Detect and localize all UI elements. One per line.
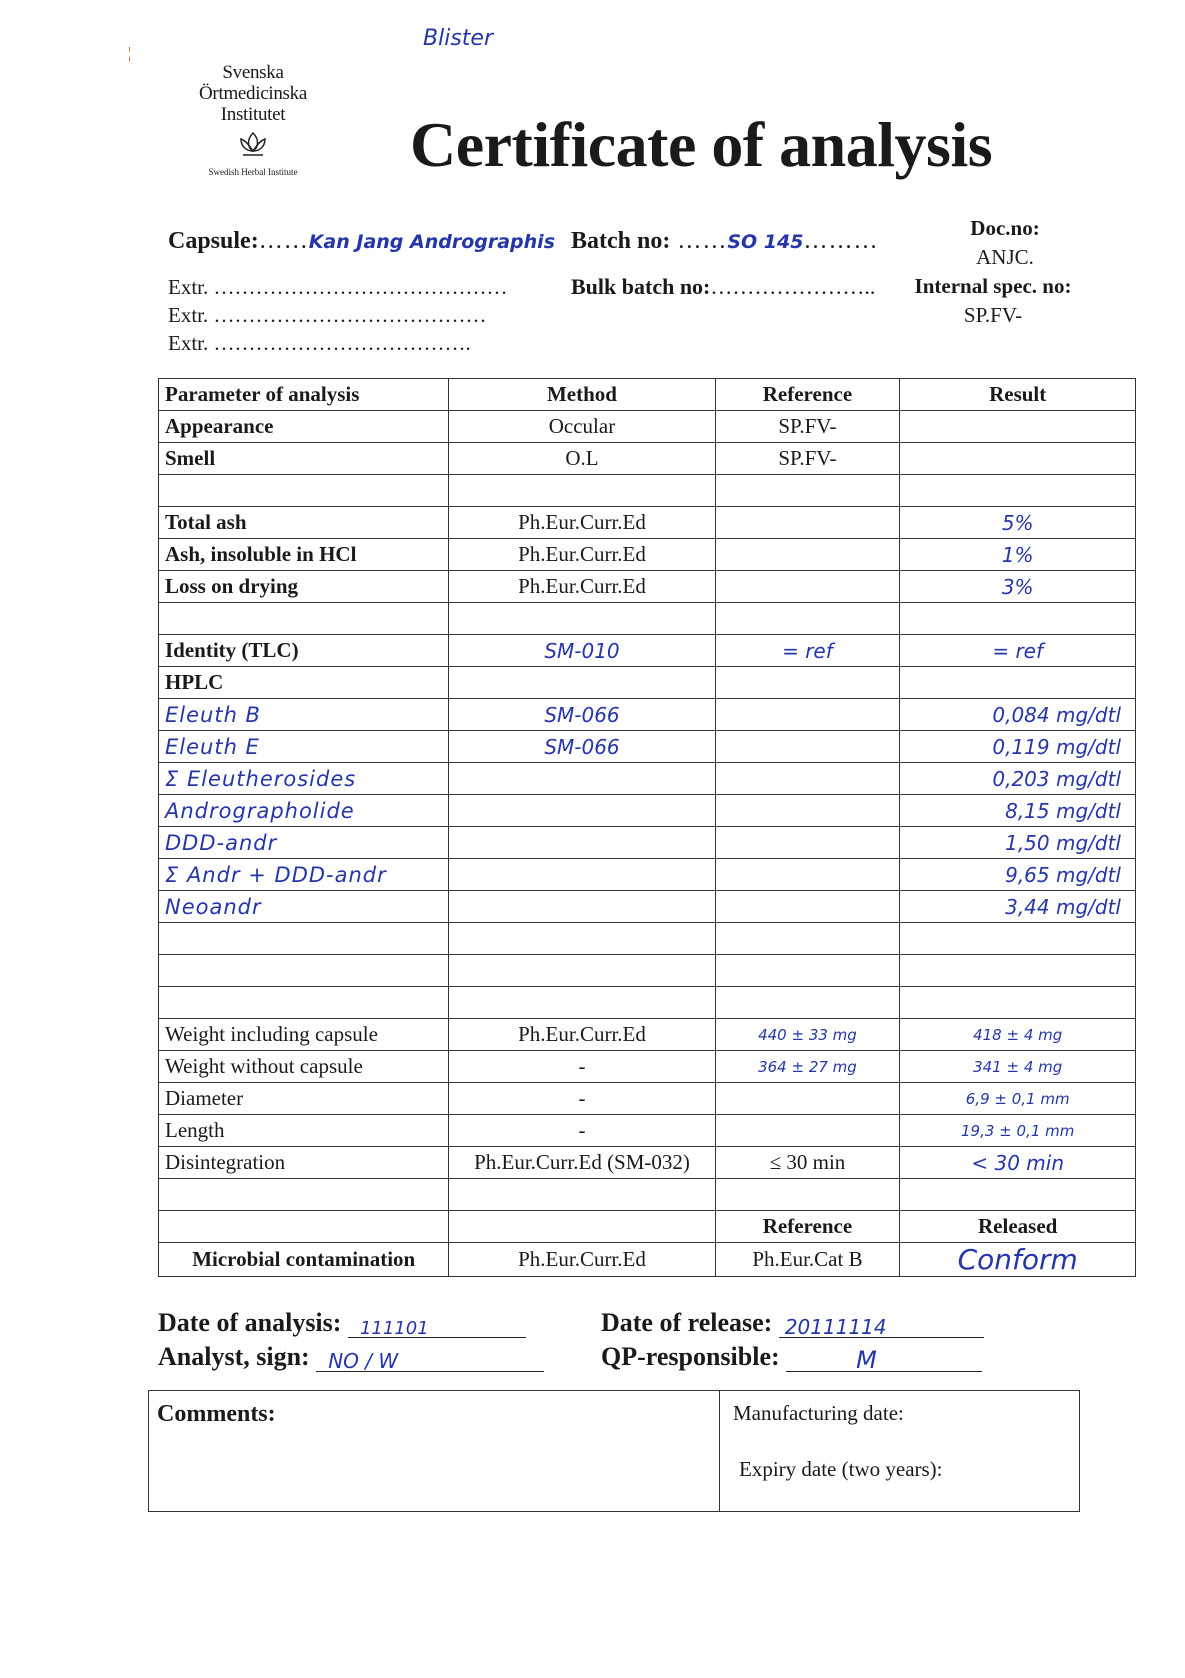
capsule-field	[168, 228, 555, 255]
table-row	[159, 955, 1136, 987]
cell-result: 0,084 mg/dtl	[900, 699, 1136, 731]
comments-divider	[719, 1391, 720, 1511]
table-row	[159, 891, 1136, 923]
cell-method	[449, 987, 715, 1019]
cell-parameter: Length	[159, 1115, 449, 1147]
cell-reference	[715, 1115, 900, 1147]
cell-reference	[715, 987, 900, 1019]
capsule-dots: ……	[258, 228, 309, 254]
batch-value: SO 145	[727, 231, 804, 253]
cell-parameter	[159, 923, 449, 955]
cell-reference	[715, 859, 900, 891]
date-of-analysis-label: Date of analysis:	[158, 1308, 342, 1337]
internal-spec-label: Internal spec. no:	[914, 274, 1072, 298]
logo-line-3: Institutet	[220, 104, 286, 125]
cell-method: -	[449, 1051, 715, 1083]
extr-line-1	[168, 275, 508, 300]
extr-line-2	[168, 303, 487, 328]
cell-method: -	[449, 1083, 715, 1115]
cell-result: 1%	[900, 539, 1136, 571]
cell-method: Occular	[449, 411, 715, 443]
cell-method	[449, 763, 715, 795]
cell-parameter: Diameter	[159, 1083, 449, 1115]
internal-spec-value: SP.FV-	[963, 303, 1023, 327]
capsule-label: Capsule:	[168, 228, 259, 254]
cell-result: 0,119 mg/dtl	[900, 731, 1136, 763]
cell-reference	[715, 539, 900, 571]
cell-method: Ph.Eur.Curr.Ed	[449, 539, 715, 571]
table-row	[159, 539, 1136, 571]
cell-parameter: Loss on drying	[159, 571, 449, 603]
table-row	[159, 1179, 1136, 1211]
qp-responsible-label: QP-responsible:	[601, 1342, 780, 1371]
analyst-sign-field	[158, 1342, 544, 1372]
cell-method	[449, 827, 715, 859]
table-row	[159, 859, 1136, 891]
table-row	[159, 731, 1136, 763]
table-row	[159, 763, 1136, 795]
cell-parameter	[159, 987, 449, 1019]
cell-reference	[715, 507, 900, 539]
doc-no-label: Doc.no:	[970, 216, 1040, 240]
table-row	[159, 1147, 1136, 1179]
table-row	[159, 603, 1136, 635]
table-row	[159, 635, 1136, 667]
cell-reference	[715, 795, 900, 827]
cell-parameter: Disintegration	[159, 1147, 449, 1179]
cell-reference	[715, 667, 900, 699]
logo-tagline: Swedish Herbal Institute	[208, 167, 298, 177]
cell-parameter: HPLC	[159, 667, 449, 699]
qp-responsible-field	[601, 1342, 982, 1372]
cell-result: 3,44 mg/dtl	[900, 891, 1136, 923]
cell-reference	[715, 763, 900, 795]
cell-parameter: Σ Andr + DDD-andr	[159, 859, 449, 891]
extr-dots: ……………………………….	[213, 331, 471, 355]
cell-parameter: Identity (TLC)	[159, 635, 449, 667]
cell-reference	[715, 923, 900, 955]
cell-result: 0,203 mg/dtl	[900, 763, 1136, 795]
cell-method	[449, 891, 715, 923]
doc-no-value: ANJC.	[976, 245, 1034, 269]
cell-method: Ph.Eur.Curr.Ed (SM-032)	[449, 1147, 715, 1179]
cell-method	[449, 667, 715, 699]
qp-responsible-line	[786, 1345, 982, 1372]
analyst-sign-value: NO / W	[328, 1349, 399, 1373]
cell-reference	[715, 603, 900, 635]
date-of-analysis-value: 111101	[359, 1318, 429, 1339]
cell-method	[449, 1179, 715, 1211]
analyst-sign-label: Analyst, sign:	[158, 1342, 310, 1371]
capsule-value: Kan Jang Andrographis	[308, 231, 556, 253]
cell-method: Ph.Eur.Curr.Ed	[449, 1019, 715, 1051]
bulk-batch-field	[571, 274, 875, 300]
cell-result	[900, 475, 1136, 507]
date-of-analysis-field	[158, 1308, 526, 1338]
cell-parameter: Σ Eleutherosides	[159, 763, 449, 795]
table-row	[159, 667, 1136, 699]
date-of-release-value: 20111114	[784, 1315, 887, 1339]
date-of-release-label: Date of release:	[601, 1308, 773, 1337]
cell-reference	[715, 731, 900, 763]
cell-reference: SP.FV-	[715, 443, 900, 475]
table-row	[159, 507, 1136, 539]
micro-released: Conform	[900, 1243, 1136, 1277]
cell-result: 6,9 ± 0,1 mm	[900, 1083, 1136, 1115]
date-of-release-line	[779, 1311, 984, 1338]
cell-reference	[715, 891, 900, 923]
cell-result	[900, 667, 1136, 699]
cell-method: Ph.Eur.Curr.Ed	[449, 571, 715, 603]
bulk-batch-label: Bulk batch no:	[571, 274, 711, 299]
cell-method	[449, 955, 715, 987]
cell-reference: ≤ 30 min	[715, 1147, 900, 1179]
cell-result: 19,3 ± 0,1 mm	[900, 1115, 1136, 1147]
cell-result: 3%	[900, 571, 1136, 603]
cell-method: SM-066	[449, 699, 715, 731]
table-row	[159, 827, 1136, 859]
flower-icon	[233, 129, 273, 159]
batch-dots-end: ………	[803, 228, 879, 254]
cell-result: < 30 min	[900, 1147, 1136, 1179]
micro-header-parameter	[159, 1211, 449, 1243]
page-title: Certificate of analysis	[410, 109, 993, 180]
cell-parameter	[159, 475, 449, 507]
margin-mark: ¦	[128, 45, 132, 62]
cell-result: 9,65 mg/dtl	[900, 859, 1136, 891]
cell-result	[900, 955, 1136, 987]
cell-parameter: Appearance	[159, 411, 449, 443]
extr-label: Extr.	[168, 331, 209, 355]
cell-method: -	[449, 1115, 715, 1147]
cell-reference	[715, 955, 900, 987]
micro-method: Ph.Eur.Curr.Ed	[449, 1243, 715, 1277]
cell-method	[449, 795, 715, 827]
cell-result	[900, 987, 1136, 1019]
extr-line-3	[168, 331, 471, 356]
table-row	[159, 1051, 1136, 1083]
cell-method: SM-066	[449, 731, 715, 763]
cell-parameter: Eleuth E	[159, 731, 449, 763]
cell-method	[449, 475, 715, 507]
cell-method: Ph.Eur.Curr.Ed	[449, 507, 715, 539]
cell-reference	[715, 1179, 900, 1211]
micro-header-released: Released	[900, 1211, 1136, 1243]
cell-parameter: Eleuth B	[159, 699, 449, 731]
cell-parameter	[159, 603, 449, 635]
cell-method	[449, 923, 715, 955]
cell-reference	[715, 1083, 900, 1115]
cell-method: O.L	[449, 443, 715, 475]
cell-result	[900, 603, 1136, 635]
cell-result	[900, 1179, 1136, 1211]
batch-label: Batch no:	[571, 228, 671, 254]
header-result: Result	[900, 379, 1136, 411]
cell-result	[900, 923, 1136, 955]
doc-no-block	[950, 216, 1060, 270]
table-row	[159, 1115, 1136, 1147]
bulk-batch-dots: …………………..	[710, 274, 876, 299]
cell-result	[900, 411, 1136, 443]
header-parameter: Parameter of analysis	[159, 379, 449, 411]
table-row	[159, 1083, 1136, 1115]
micro-header-reference: Reference	[715, 1211, 900, 1243]
table-row	[159, 1019, 1136, 1051]
cell-parameter: Neoandr	[159, 891, 449, 923]
batch-field	[571, 228, 878, 255]
cell-parameter: Weight including capsule	[159, 1019, 449, 1051]
table-header-row	[159, 379, 1136, 411]
comments-box	[148, 1390, 1080, 1512]
table-row	[159, 475, 1136, 507]
extr-dots: ……………………………………	[213, 275, 508, 299]
cell-reference	[715, 571, 900, 603]
table-row	[159, 795, 1136, 827]
cell-reference: 364 ± 27 mg	[715, 1051, 900, 1083]
cell-result	[900, 443, 1136, 475]
micro-parameter: Microbial contamination	[159, 1243, 449, 1277]
comments-label: Comments:	[157, 1401, 276, 1427]
extr-dots: …………………………………	[213, 303, 487, 327]
micro-header-row	[159, 1211, 1136, 1243]
micro-reference: Ph.Eur.Cat B	[715, 1243, 900, 1277]
batch-dots: ……	[670, 228, 728, 254]
analyst-sign-line	[316, 1345, 544, 1372]
internal-spec-block	[903, 274, 1083, 328]
micro-header-method	[449, 1211, 715, 1243]
header-method: Method	[449, 379, 715, 411]
cell-result: 418 ± 4 mg	[900, 1019, 1136, 1051]
cell-result: 5%	[900, 507, 1136, 539]
micro-row	[159, 1243, 1136, 1277]
cell-parameter: Andrographolide	[159, 795, 449, 827]
expiry-date-label: Expiry date (two years):	[739, 1457, 943, 1481]
manufacturing-date-label: Manufacturing date:	[733, 1401, 904, 1425]
logo-line-1: Svenska	[222, 62, 284, 83]
analysis-table	[158, 378, 1136, 1277]
cell-result: 8,15 mg/dtl	[900, 795, 1136, 827]
cell-result: = ref	[900, 635, 1136, 667]
table-row	[159, 443, 1136, 475]
cell-parameter: DDD-andr	[159, 827, 449, 859]
cell-result: 341 ± 4 mg	[900, 1051, 1136, 1083]
cell-reference: 440 ± 33 mg	[715, 1019, 900, 1051]
cell-parameter	[159, 955, 449, 987]
top-handwritten-note: Blister	[423, 26, 493, 51]
logo-line-2: Örtmedicinska	[199, 83, 307, 104]
date-of-analysis-line	[348, 1311, 526, 1338]
table-row	[159, 571, 1136, 603]
cell-parameter	[159, 1179, 449, 1211]
cell-parameter: Smell	[159, 443, 449, 475]
cell-parameter: Ash, insoluble in HCl	[159, 539, 449, 571]
table-row	[159, 699, 1136, 731]
cell-reference	[715, 827, 900, 859]
date-of-release-field	[601, 1308, 984, 1338]
qp-responsible-value: M	[856, 1346, 877, 1374]
cell-parameter: Weight without capsule	[159, 1051, 449, 1083]
cell-result: 1,50 mg/dtl	[900, 827, 1136, 859]
table-row	[159, 411, 1136, 443]
extr-label: Extr.	[168, 275, 209, 299]
extr-label: Extr.	[168, 303, 209, 327]
header-reference: Reference	[715, 379, 900, 411]
institute-logo	[183, 62, 323, 177]
cell-reference: = ref	[715, 635, 900, 667]
cell-reference	[715, 699, 900, 731]
cell-method	[449, 603, 715, 635]
cell-method	[449, 859, 715, 891]
cell-method: SM-010	[449, 635, 715, 667]
table-row	[159, 923, 1136, 955]
cell-parameter: Total ash	[159, 507, 449, 539]
cell-reference	[715, 475, 900, 507]
cell-reference: SP.FV-	[715, 411, 900, 443]
table-row	[159, 987, 1136, 1019]
